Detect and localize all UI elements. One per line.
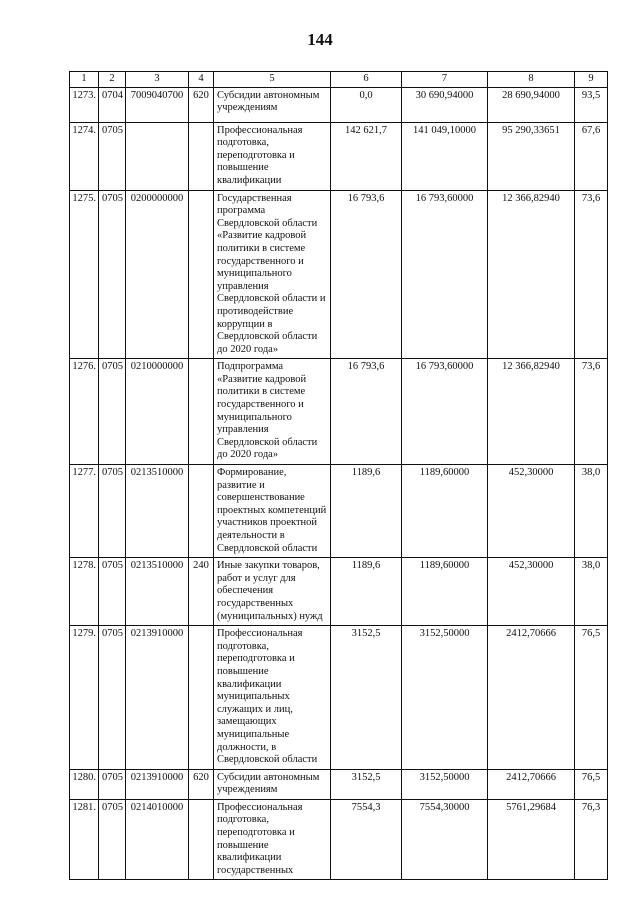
target-code: 0213910000 <box>126 769 189 799</box>
section-code: 0705 <box>99 769 126 799</box>
column-header: 7 <box>402 72 488 88</box>
row-number: 1277. <box>70 465 99 558</box>
item-name: Профессиональная подготовка, переподготовка и повышение квалификации государственных <box>214 799 331 880</box>
column-header: 4 <box>189 72 214 88</box>
executed-amount: 95 290,33651 <box>488 122 575 190</box>
section-code: 0705 <box>99 122 126 190</box>
executed-amount: 28 690,94000 <box>488 87 575 122</box>
execution-percent: 73,6 <box>575 359 608 465</box>
item-name: Подпрограмма «Развитие кадровой политики в системе государственного и муниципального управления Свердловской области до 2020 года» <box>214 359 331 465</box>
column-header: 3 <box>126 72 189 88</box>
table-row <box>70 359 608 465</box>
table-row <box>70 87 608 122</box>
plan-amount: 16 793,6 <box>331 190 402 359</box>
page-number: 144 <box>307 30 333 49</box>
executed-amount: 2412,70666 <box>488 626 575 770</box>
section-code: 0705 <box>99 465 126 558</box>
target-code: 0213510000 <box>126 465 189 558</box>
row-number: 1281. <box>70 799 99 880</box>
execution-percent: 93,5 <box>575 87 608 122</box>
executed-amount: 452,30000 <box>488 465 575 558</box>
refined-amount: 16 793,60000 <box>402 190 488 359</box>
executed-amount: 12 366,82940 <box>488 359 575 465</box>
expense-type-code <box>189 122 214 190</box>
table-row <box>70 799 608 880</box>
expense-type-code <box>189 190 214 359</box>
expense-type-code <box>189 359 214 465</box>
row-number: 1275. <box>70 190 99 359</box>
row-number: 1273. <box>70 87 99 122</box>
column-header: 8 <box>488 72 575 88</box>
execution-percent: 38,0 <box>575 465 608 558</box>
row-number: 1276. <box>70 359 99 465</box>
execution-percent: 76,5 <box>575 626 608 770</box>
target-code: 0200000000 <box>126 190 189 359</box>
column-header: 1 <box>70 72 99 88</box>
table-row <box>70 190 608 359</box>
target-code <box>126 122 189 190</box>
plan-amount: 16 793,6 <box>331 359 402 465</box>
target-code: 0210000000 <box>126 359 189 465</box>
refined-amount: 16 793,60000 <box>402 359 488 465</box>
execution-percent: 76,5 <box>575 769 608 799</box>
table-row <box>70 769 608 799</box>
expense-type-code: 240 <box>189 558 214 626</box>
expense-type-code: 620 <box>189 87 214 122</box>
column-header: 6 <box>331 72 402 88</box>
target-code: 7009040700 <box>126 87 189 122</box>
table-row <box>70 626 608 770</box>
item-name: Субсидии автономным учреждениям <box>214 769 331 799</box>
row-number: 1278. <box>70 558 99 626</box>
expense-type-code <box>189 465 214 558</box>
section-code: 0704 <box>99 87 126 122</box>
execution-percent: 76,3 <box>575 799 608 880</box>
plan-amount: 7554,3 <box>331 799 402 880</box>
table-row <box>70 122 608 190</box>
item-name: Иные закупки товаров, работ и услуг для обеспечения государственных (муниципальных) нужд <box>214 558 331 626</box>
column-header: 2 <box>99 72 126 88</box>
target-code: 0214010000 <box>126 799 189 880</box>
refined-amount: 3152,50000 <box>402 626 488 770</box>
row-number: 1274. <box>70 122 99 190</box>
execution-percent: 38,0 <box>575 558 608 626</box>
plan-amount: 3152,5 <box>331 769 402 799</box>
refined-amount: 1189,60000 <box>402 465 488 558</box>
section-code: 0705 <box>99 359 126 465</box>
row-number: 1279. <box>70 626 99 770</box>
budget-table <box>69 71 608 880</box>
table-row <box>70 465 608 558</box>
target-code: 0213510000 <box>126 558 189 626</box>
section-code: 0705 <box>99 799 126 880</box>
refined-amount: 3152,50000 <box>402 769 488 799</box>
execution-percent: 67,6 <box>575 122 608 190</box>
plan-amount: 0,0 <box>331 87 402 122</box>
column-header: 5 <box>214 72 331 88</box>
section-code: 0705 <box>99 190 126 359</box>
item-name: Формирование, развитие и совершенствование проектных компетенций участников проектной деятельности в Свердловской области <box>214 465 331 558</box>
plan-amount: 142 621,7 <box>331 122 402 190</box>
plan-amount: 3152,5 <box>331 626 402 770</box>
executed-amount: 452,30000 <box>488 558 575 626</box>
header-row <box>70 72 608 88</box>
item-name: Субсидии автономным учреждениям <box>214 87 331 122</box>
target-code: 0213910000 <box>126 626 189 770</box>
item-name: Профессиональная подготовка, переподготовка и повышение квалификации муниципальных служащих и лиц, замещающих муниципальные должности, в Свердловской области <box>214 626 331 770</box>
table-row <box>70 558 608 626</box>
item-name: Профессиональная подготовка, переподготовка и повышение квалификации <box>214 122 331 190</box>
executed-amount: 12 366,82940 <box>488 190 575 359</box>
item-name: Государственная программа Свердловской области «Развитие кадровой политики в системе государственного и муниципального управления Свердловской области и противодействие коррупции в Свердловской области до 2020 года» <box>214 190 331 359</box>
refined-amount: 141 049,10000 <box>402 122 488 190</box>
plan-amount: 1189,6 <box>331 558 402 626</box>
section-code: 0705 <box>99 626 126 770</box>
executed-amount: 5761,29684 <box>488 799 575 880</box>
expense-type-code <box>189 799 214 880</box>
refined-amount: 7554,30000 <box>402 799 488 880</box>
section-code: 0705 <box>99 558 126 626</box>
row-number: 1280. <box>70 769 99 799</box>
column-header: 9 <box>575 72 608 88</box>
executed-amount: 2412,70666 <box>488 769 575 799</box>
execution-percent: 73,6 <box>575 190 608 359</box>
expense-type-code <box>189 626 214 770</box>
plan-amount: 1189,6 <box>331 465 402 558</box>
expense-type-code: 620 <box>189 769 214 799</box>
refined-amount: 30 690,94000 <box>402 87 488 122</box>
refined-amount: 1189,60000 <box>402 558 488 626</box>
